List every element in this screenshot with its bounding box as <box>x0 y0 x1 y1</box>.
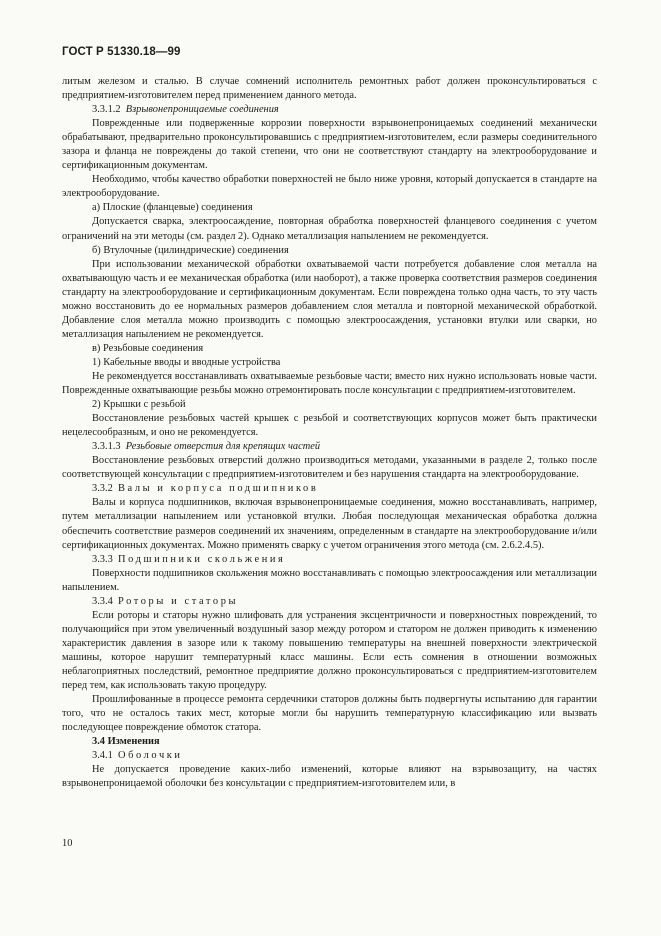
section-number: 3.3.2 <box>92 483 113 495</box>
list-item-v2: 2) Крышки с резьбой <box>92 399 186 411</box>
list-item-a: а) Плоские (фланцевые) соединения <box>92 202 253 214</box>
paragraph: Допускается сварка, электроосаждение, повторная обработка поверхностей фланцевого соединения с учетом ограничений на эти методы (см. раздел 2). Однако металлизация напылением не рекомендуется. <box>62 216 597 242</box>
paragraph: Поврежденные или подверженные коррозии поверхности взрывонепроницаемых соединений механически обрабатывают, предварительно проконсультировавшись с предприятием-изготовителем, если размеры соединительного зазора и фланца не повреждены до такой степени, что они не соответствуют стандарту на электрооборудование и сертификационным документам. <box>62 118 597 172</box>
page-number: 10 <box>62 838 73 849</box>
section-heading-3-4: 3.4 Изменения <box>92 736 160 748</box>
section-heading-3-3-3 <box>62 553 597 567</box>
section-heading-3-3-2 <box>62 482 597 496</box>
paragraph: Поверхности подшипников скольжения можно восстанавливать с помощью электроосаждения или металлизации напылением. <box>62 567 597 593</box>
section-title: Подшипники скольжения <box>117 553 286 565</box>
section-number: 3.3.1.2 <box>92 104 121 116</box>
section-title: Взрывонепроницаемые соединения <box>125 104 279 116</box>
section-heading-3-3-1-2 <box>62 103 597 117</box>
paragraph: Прошлифованные в процессе ремонта сердечники статоров должны быть подвергнуты испытанию для гарантии того, что не осталось таких мест, которые могли бы нарушить температурную классификацию или вызвать последующее повреждение обмоток статора. <box>62 694 597 734</box>
section-number: 3.3.3 <box>92 553 113 565</box>
paragraph: Если роторы и статоры нужно шлифовать для устранения эксцентричности и поверхностных повреждений, то получающийся при этом увеличенный воздушный зазор между ротором и статором не должен приводить к изменению характеристик давления в зазоре или к такому повышению температуры на внешней поверхности электрической машины, которое нарушит температурный класс машины. Если есть сомнения в отношении возможных неблагоприятных последствий, ремонтное предприятие должно проконсультироваться с предприятием-изготовителем перед тем, как использовать такую процедуру. <box>62 609 597 692</box>
section-number: 3.3.1.3 <box>92 441 121 453</box>
paragraph: Восстановление резьбовых частей крышек с резьбой и соответствующих корпусов может быть практически нецелесообразным, и оно не рекомендуется. <box>62 413 597 439</box>
section-heading-3-3-1-3 <box>62 440 597 454</box>
document-body <box>62 75 597 791</box>
section-number: 3.4.1 <box>92 750 113 762</box>
section-title: Роторы и статоры <box>117 595 239 607</box>
section-title: Валы и корпуса подшипников <box>117 483 319 495</box>
paragraph: При использовании механической обработки охватываемой части потребуется добавление слоя металла на охватывающую часть и ее механическая обработка (или наоборот), а также проверка соответствия размеров соединения стандарту на электрооборудование и сертификационным документам. Если повреждена только одна часть, то эту часть можно восстановить до ее нормальных размеров добавлением слоя металла и повторной механической обработкой. Добавление слоя металла можно производить с помощью электроосаждения, установки втулки или сварки, но металлизация напылением не рекомендуется. <box>62 258 597 340</box>
paragraph: Восстановление резьбовых отверстий должно производиться методами, указанными в разделе 2, только после соответствующей консультации с предприятием-изготовителем и без нарушения стандарта на электрооборудование. <box>62 455 597 481</box>
paragraph: Валы и корпуса подшипников, включая взрывонепроницаемые соединения, можно восстанавливать, например, путем металлизации напылением или установкой втулки. Любая последующая механическая обработка должна обеспечить соответствие размеров соединений их значениям, определенным в стандарте на электрооборудование и/или сертификационных документах. Можно применять сварку с учетом ограничения этого метода (см. 2.6.2.4.5). <box>62 497 597 551</box>
paragraph: литым железом и сталью. В случае сомнений исполнитель ремонтных работ должен проконсультироваться с предприятием-изготовителем перед применением данного метода. <box>62 76 597 102</box>
paragraph: Не допускается проведение каких-либо изменений, которые влияют на взрывозащиту, на частях взрывонепроницаемой оболочки без консультации с предприятием-изготовителем или, в <box>62 764 597 790</box>
paragraph: Не рекомендуется восстанавливать охватываемые резьбовые части; вместо них нужно использовать новые части. Поврежденные охватывающие резьбы можно отремонтировать после консультации с предприятием-изготовителем. <box>62 370 597 397</box>
section-title: Оболочки <box>117 750 183 762</box>
list-item-v: в) Резьбовые соединения <box>92 342 204 354</box>
paragraph: Необходимо, чтобы качество обработки поверхностей не было ниже уровня, который допускается в стандарте на электрооборудование. <box>62 174 597 200</box>
section-title: Резьбовые отверстия для крепящих частей <box>125 441 321 453</box>
list-item-v1: 1) Кабельные вводы и вводные устройства <box>92 356 281 368</box>
section-heading-3-4-1 <box>62 749 597 763</box>
section-heading-3-3-4 <box>62 595 597 609</box>
document-header: ГОСТ Р 51330.18—99 <box>62 46 181 58</box>
section-number: 3.3.4 <box>92 595 113 607</box>
list-item-b: б) Втулочные (цилиндрические) соединения <box>92 244 289 256</box>
